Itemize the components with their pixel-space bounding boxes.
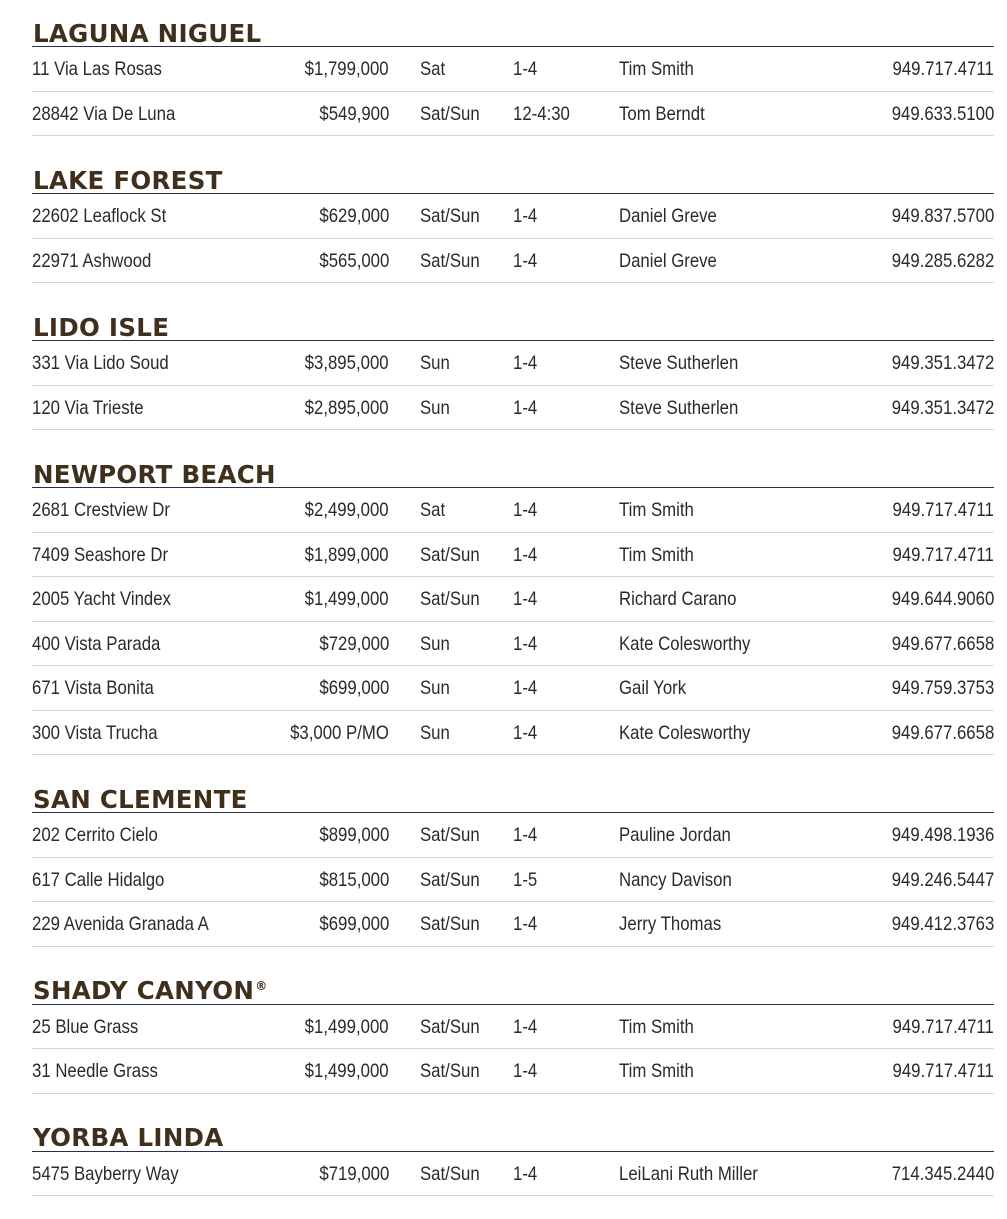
- agent-cell: Pauline Jordan: [619, 824, 731, 846]
- phone-cell: 949.837.5700: [891, 205, 994, 227]
- price-cell: $549,900: [319, 102, 389, 125]
- day-cell: Sat/Sun: [420, 1162, 480, 1185]
- agent-cell: Daniel Greve: [619, 249, 717, 272]
- time-cell: 1-4: [513, 1162, 538, 1185]
- city-title: [33, 1123, 224, 1152]
- agent-cell: Nancy Davison: [619, 868, 732, 891]
- day-cell: Sat/Sun: [420, 1060, 480, 1082]
- address-cell: 28842 Via De Luna: [32, 102, 176, 125]
- phone-cell: 949.246.5447: [891, 868, 994, 891]
- time-cell: 1-4: [513, 913, 538, 935]
- phone-cell: 949.677.6658: [891, 632, 994, 655]
- agent-cell: Tim Smith: [619, 543, 694, 566]
- address-cell: 300 Vista Trucha: [32, 721, 158, 744]
- city-header: [32, 147, 994, 194]
- agent-cell: Tim Smith: [619, 1060, 694, 1082]
- city-name: LAKE FOREST: [33, 165, 223, 195]
- city-name: YORBA LINDA: [33, 1123, 224, 1152]
- address-cell: 2005 Yacht Vindex: [32, 588, 171, 610]
- address-cell: 5475 Bayberry Way: [32, 1162, 179, 1185]
- city-section: [0, 147, 1007, 294]
- price-cell: $899,000: [319, 824, 389, 846]
- listing-row: [32, 711, 994, 756]
- phone-cell: 949.351.3472: [891, 352, 994, 374]
- city-title: [33, 165, 223, 195]
- address-cell: 617 Calle Hidalgo: [32, 868, 165, 891]
- listing-row: [32, 92, 994, 137]
- time-cell: 1-4: [513, 1060, 538, 1082]
- day-cell: Sun: [420, 396, 450, 419]
- listing-row: [32, 341, 994, 386]
- city-title: [33, 18, 262, 48]
- price-cell: $2,895,000: [305, 396, 389, 419]
- time-cell: 1-4: [513, 588, 538, 610]
- phone-cell: 949.677.6658: [891, 721, 994, 744]
- address-cell: 202 Cerrito Cielo: [32, 824, 158, 846]
- address-cell: 11 Via Las Rosas: [32, 58, 162, 80]
- price-cell: $719,000: [319, 1162, 389, 1185]
- section-spacer: [0, 136, 1007, 147]
- phone-cell: 949.717.4711: [892, 1060, 994, 1082]
- agent-cell: LeiLani Ruth Miller: [619, 1162, 758, 1185]
- phone-cell: 949.633.5100: [891, 102, 994, 125]
- day-cell: Sat/Sun: [420, 913, 480, 935]
- price-cell: $699,000: [319, 677, 389, 699]
- price-cell: $565,000: [319, 249, 389, 272]
- price-cell: $1,499,000: [305, 1060, 389, 1082]
- agent-cell: Richard Carano: [619, 588, 737, 610]
- listing-row: [32, 239, 994, 284]
- address-cell: 229 Avenida Granada A: [32, 913, 209, 935]
- address-cell: 331 Via Lido Soud: [32, 352, 169, 374]
- day-cell: Sat/Sun: [420, 588, 480, 610]
- listing-row: [32, 47, 994, 92]
- agent-cell: Steve Sutherlen: [619, 396, 739, 419]
- listing-row: [32, 1049, 994, 1094]
- day-cell: Sat/Sun: [420, 249, 480, 272]
- listing-row: [32, 813, 994, 858]
- city-header: [32, 294, 994, 341]
- city-section: [0, 766, 1007, 958]
- day-cell: Sat/Sun: [420, 102, 480, 125]
- day-cell: Sat/Sun: [420, 205, 480, 227]
- phone-cell: 949.759.3753: [891, 677, 994, 699]
- city-header: [32, 0, 994, 47]
- price-cell: $815,000: [319, 868, 389, 891]
- address-cell: 2681 Crestview Dr: [32, 499, 170, 521]
- phone-cell: 949.285.6282: [891, 249, 994, 272]
- city-header: [32, 1105, 994, 1152]
- agent-cell: Tim Smith: [619, 1015, 694, 1038]
- city-header: [32, 441, 994, 488]
- listing-row: [32, 533, 994, 578]
- phone-cell: 949.717.4711: [892, 1015, 994, 1038]
- listing-row: [32, 194, 994, 239]
- city-section: [0, 958, 1007, 1105]
- phone-cell: 949.412.3763: [891, 913, 994, 935]
- time-cell: 1-4: [513, 249, 538, 272]
- city-header: [32, 958, 994, 1005]
- time-cell: 1-4: [513, 1015, 538, 1038]
- city-name: LAGUNA NIGUEL: [33, 18, 262, 48]
- listing-row: [32, 1152, 994, 1197]
- address-cell: 22602 Leaflock St: [32, 205, 167, 227]
- city-title: [33, 459, 276, 489]
- time-cell: 1-4: [513, 396, 538, 419]
- city-name: LIDO ISLE: [33, 312, 170, 342]
- day-cell: Sat/Sun: [420, 543, 480, 566]
- agent-cell: Steve Sutherlen: [619, 352, 739, 374]
- price-cell: $729,000: [319, 632, 389, 655]
- section-spacer: [0, 430, 1007, 441]
- phone-cell: 714.345.2440: [891, 1162, 994, 1185]
- time-cell: 1-4: [513, 499, 538, 521]
- listing-row: [32, 386, 994, 431]
- phone-cell: 949.498.1936: [891, 824, 994, 846]
- phone-cell: 949.717.4711: [892, 58, 994, 80]
- city-section: [0, 294, 1007, 441]
- section-spacer: [0, 755, 1007, 766]
- registered-mark: ®: [255, 979, 268, 993]
- time-cell: 1-4: [513, 58, 538, 80]
- listing-row: [32, 902, 994, 947]
- city-name: NEWPORT BEACH: [33, 459, 276, 489]
- day-cell: Sun: [420, 632, 450, 655]
- address-cell: 7409 Seashore Dr: [32, 543, 169, 566]
- agent-cell: Tom Berndt: [619, 102, 705, 125]
- time-cell: 1-4: [513, 543, 538, 566]
- address-cell: 31 Needle Grass: [32, 1060, 158, 1082]
- address-cell: 120 Via Trieste: [32, 396, 144, 419]
- city-header: [32, 766, 994, 813]
- listing-row: [32, 488, 994, 533]
- day-cell: Sun: [420, 677, 450, 699]
- time-cell: 1-4: [513, 824, 538, 846]
- price-cell: $1,799,000: [305, 58, 389, 80]
- listing-row: [32, 858, 994, 903]
- agent-cell: Daniel Greve: [619, 205, 717, 227]
- address-cell: 25 Blue Grass: [32, 1015, 139, 1038]
- day-cell: Sun: [420, 352, 450, 374]
- price-cell: $3,895,000: [305, 352, 389, 374]
- price-cell: $699,000: [319, 913, 389, 935]
- listing-row: [32, 622, 994, 667]
- city-section: [0, 0, 1007, 147]
- price-cell: $1,899,000: [305, 543, 389, 566]
- city-section: [0, 441, 1007, 766]
- agent-cell: Tim Smith: [619, 58, 694, 80]
- section-spacer: [0, 1094, 1007, 1105]
- agent-cell: Tim Smith: [619, 499, 694, 521]
- day-cell: Sat/Sun: [420, 1015, 480, 1038]
- time-cell: 1-5: [513, 868, 538, 891]
- city-name: SHADY CANYON: [33, 976, 255, 1005]
- time-cell: 12-4:30: [513, 102, 570, 125]
- city-title: [33, 784, 248, 814]
- address-cell: 22971 Ashwood: [32, 249, 152, 272]
- price-cell: $629,000: [319, 205, 389, 227]
- phone-cell: 949.717.4711: [892, 499, 994, 521]
- city-name: SAN CLEMENTE: [33, 784, 248, 814]
- phone-cell: 949.351.3472: [891, 396, 994, 419]
- day-cell: Sat: [420, 499, 446, 521]
- agent-cell: Gail York: [619, 677, 687, 699]
- section-spacer: [0, 947, 1007, 958]
- day-cell: Sun: [420, 721, 450, 744]
- listing-row: [32, 1005, 994, 1050]
- price-cell: $1,499,000: [305, 588, 389, 610]
- day-cell: Sat/Sun: [420, 868, 480, 891]
- time-cell: 1-4: [513, 205, 538, 227]
- agent-cell: Kate Colesworthy: [619, 632, 751, 655]
- section-spacer: [0, 283, 1007, 294]
- price-cell: $2,499,000: [305, 499, 389, 521]
- city-title: [33, 976, 268, 1005]
- price-cell: $1,499,000: [305, 1015, 389, 1038]
- city-section: [0, 1105, 1007, 1197]
- time-cell: 1-4: [513, 721, 538, 744]
- phone-cell: 949.644.9060: [891, 588, 994, 610]
- day-cell: Sat/Sun: [420, 824, 480, 846]
- listing-row: [32, 577, 994, 622]
- address-cell: 671 Vista Bonita: [32, 677, 154, 699]
- city-title: [33, 312, 170, 342]
- time-cell: 1-4: [513, 352, 538, 374]
- agent-cell: Jerry Thomas: [619, 913, 722, 935]
- address-cell: 400 Vista Parada: [32, 632, 161, 655]
- time-cell: 1-4: [513, 677, 538, 699]
- time-cell: 1-4: [513, 632, 538, 655]
- price-cell: $3,000 P/MO: [290, 721, 389, 744]
- day-cell: Sat: [420, 58, 446, 80]
- listing-row: [32, 666, 994, 711]
- phone-cell: 949.717.4711: [892, 543, 994, 566]
- agent-cell: Kate Colesworthy: [619, 721, 751, 744]
